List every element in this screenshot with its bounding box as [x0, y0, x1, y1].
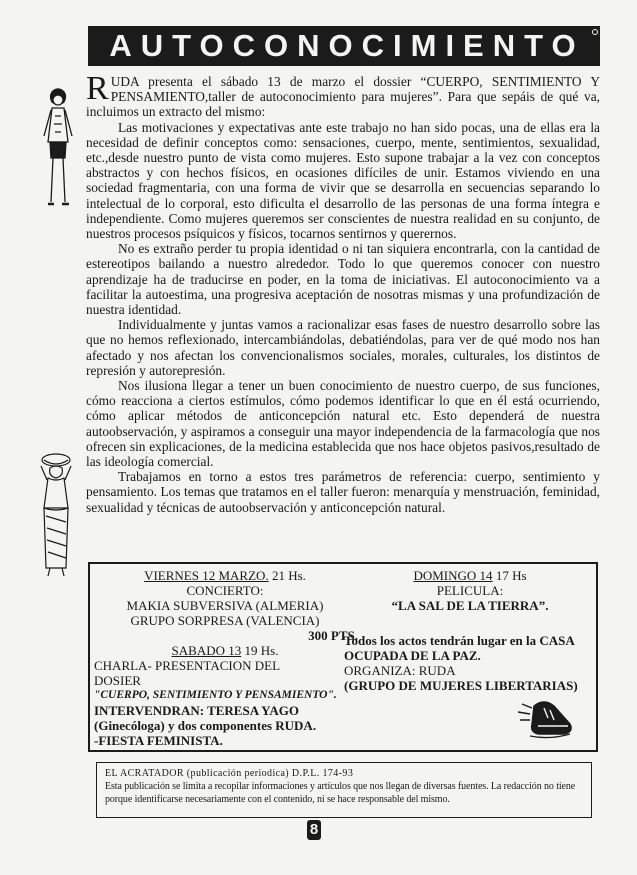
saturday-line-1: CHARLA- PRESENTACION DEL: [94, 658, 281, 673]
drop-cap: R: [86, 70, 109, 107]
saturday-line-2: DOSIER: [94, 673, 141, 688]
venue-line-2: OCUPADA DE LA PAZ.: [344, 648, 481, 663]
sunday-date: DOMINGO 14: [413, 568, 493, 583]
saturday-dossier-title: "CUERPO, SENTIMIENTO Y PENSAMIENTO".: [94, 689, 337, 701]
paragraph-intro: [86, 70, 600, 120]
friday-date: VIERNES 12 MARZO.: [144, 568, 269, 583]
events-right-column: [344, 568, 596, 693]
woman-standing-illustration: [38, 86, 78, 216]
venue-line-1: Todos los actos tendrán lugar en la CASA: [344, 633, 575, 648]
events-left-column: [94, 568, 356, 748]
saturday-party: -FIESTA FEMINISTA.: [94, 733, 223, 748]
friday-type: CONCIERTO:: [186, 583, 264, 598]
friday-header: [94, 568, 356, 583]
saturday-header: [94, 643, 356, 658]
sunday-film: “LA SAL DE LA TIERRA”.: [391, 598, 549, 613]
paragraph: Las motivaciones y expectativas ante este trabajo no han sido pocas, una de ellas era la necesidad de definir conceptos como: sensaciones, cuerpo, mente, sentimientos, sexualidad, etc.,desde nuestro punto de vista como mujeres. Esto supone trabajar a la vez con conceptos abstractos y con hechos físicos, en ocasiones difíciles de unir. Estamos viviendo en una sociedad fragmentaria, con una forma de vivir que se desarrolla en secuencias separando lo intelectual de lo corporal, esto dificulta el desarrollo de las personas de una forma íntegra e independiente. Como mujeres queremos ser conscientes de nuestra realidad en su conjunto, de nuestros procesos psíquicos y físicos, tocarnos sentirnos y querernos.: [86, 119, 600, 242]
friday-time: 21 Hs.: [268, 568, 306, 583]
events-box: [88, 562, 598, 752]
saturday-date: SABADO 13: [171, 643, 242, 658]
page-title: AUTOCONOCIMIENTO: [88, 26, 600, 66]
paragraph: No es extraño perder tu propia identidad o ni tan siquiera encontrarla, con la cantidad de estereotipos bailando a nuestro alrededor. Todo lo que queremos conocer con nuestro aprendizaje ha de traducirse en poder, en la toma de iniciativas. El autoconocimiento va a facilitar la autoestima, una progresiva aceptación de nosotras mismas y una profundización de nuestra identidad.: [86, 241, 600, 318]
article-body: [86, 70, 600, 515]
running-shoe-illustration: [514, 696, 576, 742]
paragraph: Trabajamos en torno a estos tres parámetros de referencia: cuerpo, sentimiento y pensamiento. Los temas que tratamos en el taller fueron: menarquía y menstruación, feminidad, sexualidad y técnicas de autoobservación y anticoncepción natural.: [86, 469, 600, 515]
paragraph-text: UDA presenta el sábado 13 de marzo el dossier “CUERPO, SENTIMIENTO Y PENSAMIENTO,taller de autoconocimiento para mujeres”. Para que sepáis de qué va, incluimos un extracto del mismo:: [86, 74, 600, 120]
friday-band-1: MAKIA SUBVERSIVA (ALMERIA): [126, 598, 324, 613]
page-number: 8: [307, 820, 321, 840]
organizer-line-1: ORGANIZA: RUDA: [344, 663, 456, 678]
saturday-speakers-2: (Ginecóloga) y dos componentes RUDA.: [94, 718, 317, 733]
footer-text: Esta publicación se limita a recopilar informaciones y artículos que nos llegan de diversas fuentes. La redacción no tiene porque identificarse necesariamente con el contenido, ni se hace responsable del mismo.: [105, 781, 576, 805]
sunday-header: [344, 568, 596, 583]
paragraph: Individualmente y juntas vamos a racionalizar esas fases de nuestro desarrollo sobre las que no hemos reflexionado, intercambiándolas, debatiéndolas, para ver de qué modo nos han afectado y nos afectan los convencionalismos sociales, morales, culturales, los distintos de represión y autorepresión.: [86, 317, 600, 378]
publication-footer: [96, 762, 592, 818]
paragraph: Nos ilusiona llegar a tener un buen conocimiento de nuestro cuerpo, de sus funciones, cómo reacciona a ciertos estímulos, cómo podemos identificar lo que en él está ocurriendo, cómo aplicar métodos de anticoncepción natural etc. Esto dependerá de nuestra autoobservación, y aspiramos a conseguir una mayor independencia de la farmacología que nos ofrecen sin explicaciones, de la medicina establecida que nos hace objetos pasivos,resultado de las ideología comercial.: [86, 378, 600, 470]
saturday-time: 19 Hs.: [241, 643, 279, 658]
sunday-type: PELICULA:: [436, 583, 504, 598]
friday-band-2: GRUPO SORPRESA (VALENCIA): [130, 613, 320, 628]
saturday-speakers: INTERVENDRAN: TERESA YAGO: [94, 703, 299, 718]
organizer-line-2: (GRUPO DE MUJERES LIBERTARIAS): [344, 678, 578, 693]
footer-title: EL ACRATADOR (publicación periodica) D.P.L. 174-93: [105, 768, 354, 779]
woman-carrying-basket-illustration: [30, 452, 82, 580]
sunday-time: 17 Hs: [492, 568, 527, 583]
friday-price: 300 PTS.: [308, 628, 358, 643]
